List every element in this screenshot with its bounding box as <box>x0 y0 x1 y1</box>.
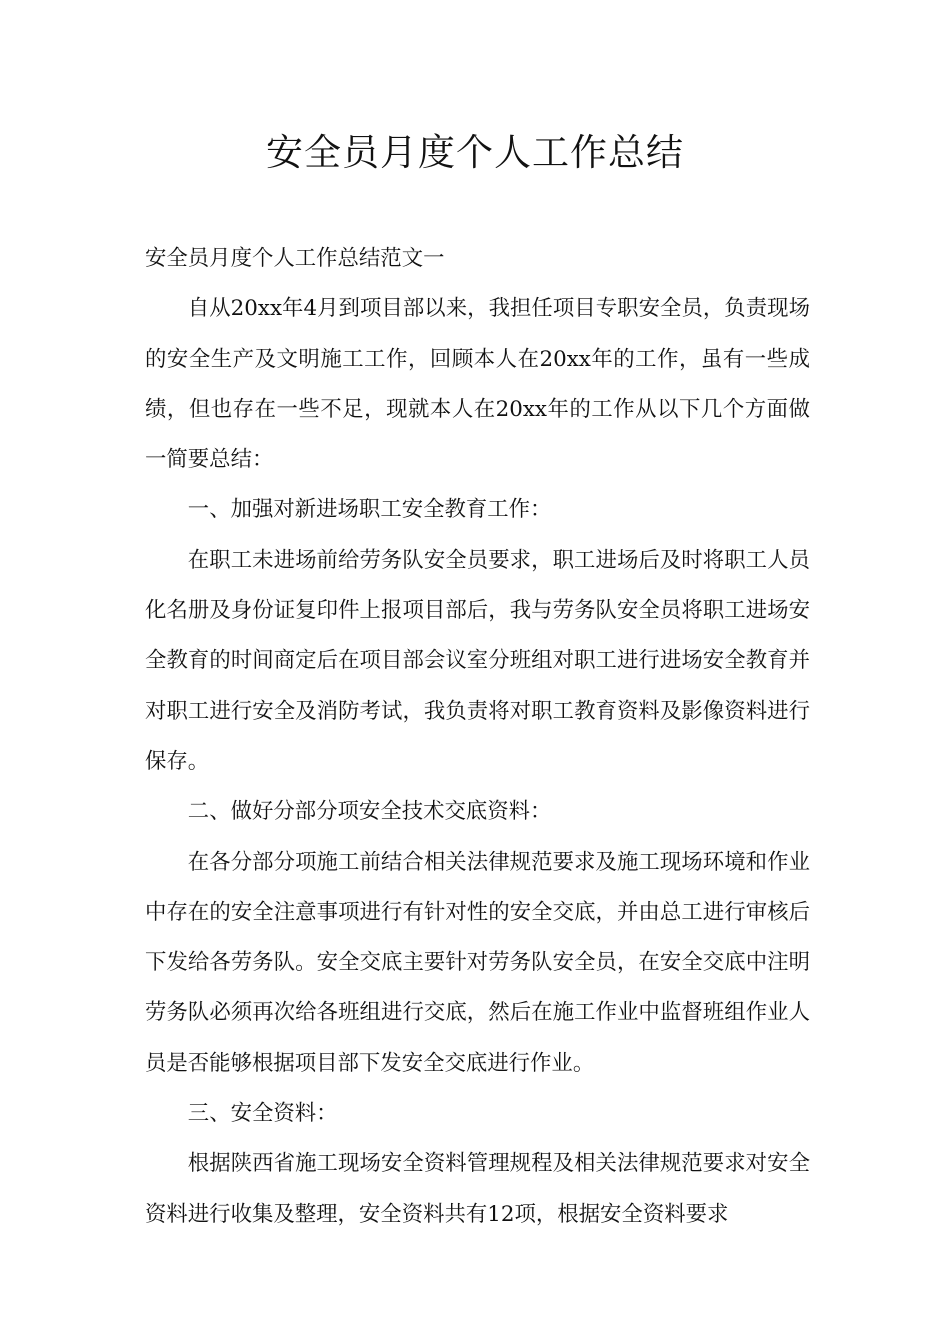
section-heading-2: 二、做好分部分项安全技术交底资料： <box>187 799 552 825</box>
document-title: 安全员月度个人工作总结 <box>266 131 684 174</box>
body-paragraph-1: 在职工未进场前给劳务队安全员要求，职工进场后及时将职工人员化名册及身份证复印件上报项目部后，我与劳务队安全员将职工进场安全教育的时间商定后在项目部会议室分班组对职工进行进场安全教育并对职工进行安全及消防考试，我负责将对职工教育资料及影像资料进行保存。 <box>145 547 810 774</box>
section-heading-3: 三、安全资料： <box>187 1101 338 1127</box>
section-heading-1: 一、加强对新进场职工安全教育工作： <box>187 497 552 523</box>
body-paragraph-2: 在各分部分项施工前结合相关法律规范要求及施工现场环境和作业中存在的安全注意事项进行有针对性的安全交底，并由总工进行审核后下发给各劳务队。安全交底主要针对劳务队安全员，在安全交底中注明劳务队必须再次给各班组进行交底，然后在施工作业中监督班组作业人员是否能够根据项目部下发安全交底进行作业。 <box>145 849 810 1076</box>
document-body <box>145 234 810 1240</box>
body-paragraph-3: 根据陕西省施工现场安全资料管理规程及相关法律规范要求对安全资料进行收集及整理，安全资料共有12项，根据安全资料要求 <box>145 1151 810 1227</box>
intro-paragraph: 自从20xx年4月到项目部以来，我担任项目专职安全员，负责现场的安全生产及文明施工工作，回顾本人在20xx年的工作，虽有一些成绩，但也存在一些不足，现就本人在20xx年的工作从以下几个方面做一简要总结： <box>145 296 810 473</box>
section-heading-sample: 安全员月度个人工作总结范文一 <box>145 246 445 271</box>
